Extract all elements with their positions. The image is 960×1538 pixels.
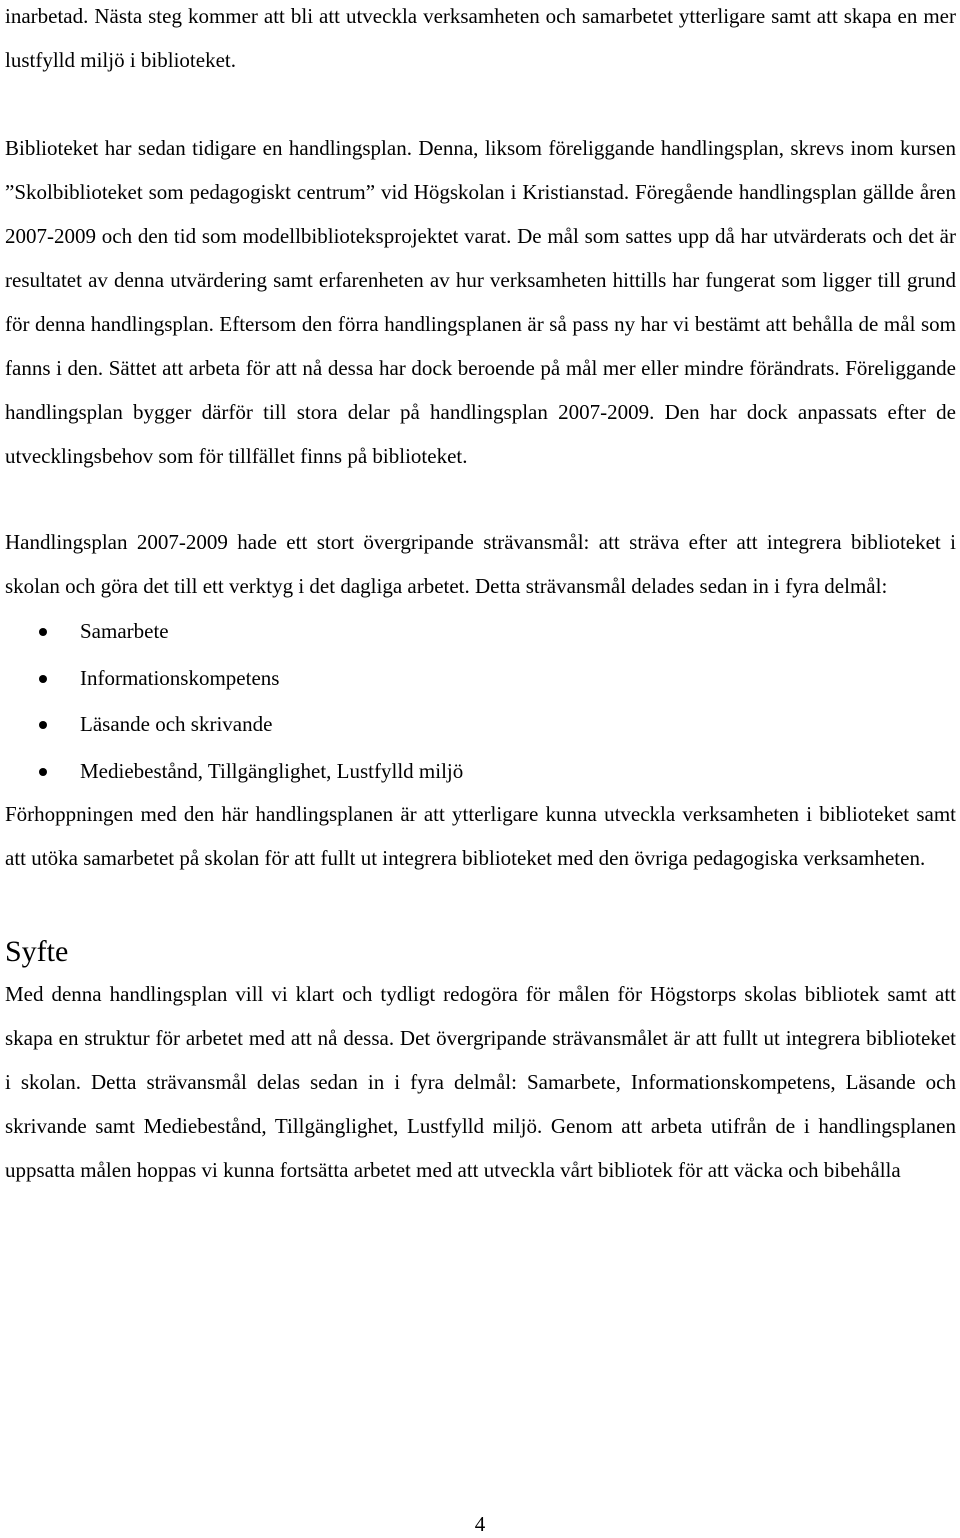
list-item-text: Mediebestånd, Tillgänglighet, Lustfylld miljö — [80, 758, 464, 783]
paragraph: inarbetad. Nästa steg kommer att bli att utveckla verksamheten och samarbetet ytterligare samt att skapa en mer lustfylld miljö i biblioteket. — [5, 4, 956, 72]
list-item-text: Läsande och skrivande — [80, 712, 273, 736]
document-page — [5, 0, 956, 1192]
bullet-icon — [39, 768, 47, 776]
list-item-text: Informationskompetens — [80, 665, 280, 690]
paragraph: Handlingsplan 2007-2009 hade ett stort övergripande strävansmål: att sträva efter att integrera biblioteket i skolan och göra det till ett verktyg i det dagliga arbetet. Detta strävansmål delades sedan in i fyra delmål: — [5, 530, 956, 598]
list-item — [5, 655, 956, 702]
page-number: 4 — [474, 1512, 486, 1536]
paragraph: Biblioteket har sedan tidigare en handlingsplan. Denna, liksom föreliggande handlingsplan, skrevs inom kursen ”Skolbiblioteket som pedagogiskt centrum” vid Högskolan i Kristianstad. Föregående handlingsplan gällde åren 2007-2009 och den tid som modellbiblioteksprojektet varat. De mål som sattes upp då har utvärderats och det är resultatet av denna utvärdering samt erfarenheten av hur verksamheten hittills har fungerat som ligger till grund för denna handlingsplan. Eftersom den förra handlingsplanen är så pass ny har vi bestämt att behålla de mål som fanns i den. Sättet att arbeta för att nå dessa har dock beroende på mål mer eller mindre förändrats. Föreliggande handlingsplan bygger därför till stora delar på handlingsplan 2007-2009. Den har dock anpassats efter de utvecklingsbehov som för tillfället finns på biblioteket. — [5, 136, 956, 468]
bullet-icon — [39, 721, 47, 729]
bullet-icon — [39, 628, 47, 636]
list-item-text: Samarbete — [80, 619, 169, 643]
bullet-list — [5, 608, 956, 794]
section-heading: Syfte — [5, 935, 69, 968]
list-item — [5, 748, 956, 795]
list-item — [5, 608, 956, 655]
bullet-icon — [39, 675, 47, 683]
paragraph: Med denna handlingsplan vill vi klart och tydligt redogöra för målen för Högstorps skolas bibliotek samt att skapa en struktur för arbetet med att nå dessa. Det övergripande strävansmålet är att fullt ut integrera biblioteket i skolan. Detta strävansmål delas sedan in i fyra delmål: Samarbete, Informationskompetens, Läsande och skrivande samt Mediebestånd, Tillgänglighet, Lustfylld miljö. Genom att arbeta utifrån de i handlingsplanen uppsatta målen hoppas vi kunna fortsätta arbetet med att utveckla vårt bibliotek för att väcka och bibehålla — [5, 982, 956, 1182]
paragraph: Förhoppningen med den här handlingsplanen är att ytterligare kunna utveckla verksamheten i biblioteket samt att utöka samarbetet på skolan för att fullt ut integrera biblioteket med den övriga pedagogiska verksamheten. — [5, 802, 956, 870]
list-item — [5, 701, 956, 748]
